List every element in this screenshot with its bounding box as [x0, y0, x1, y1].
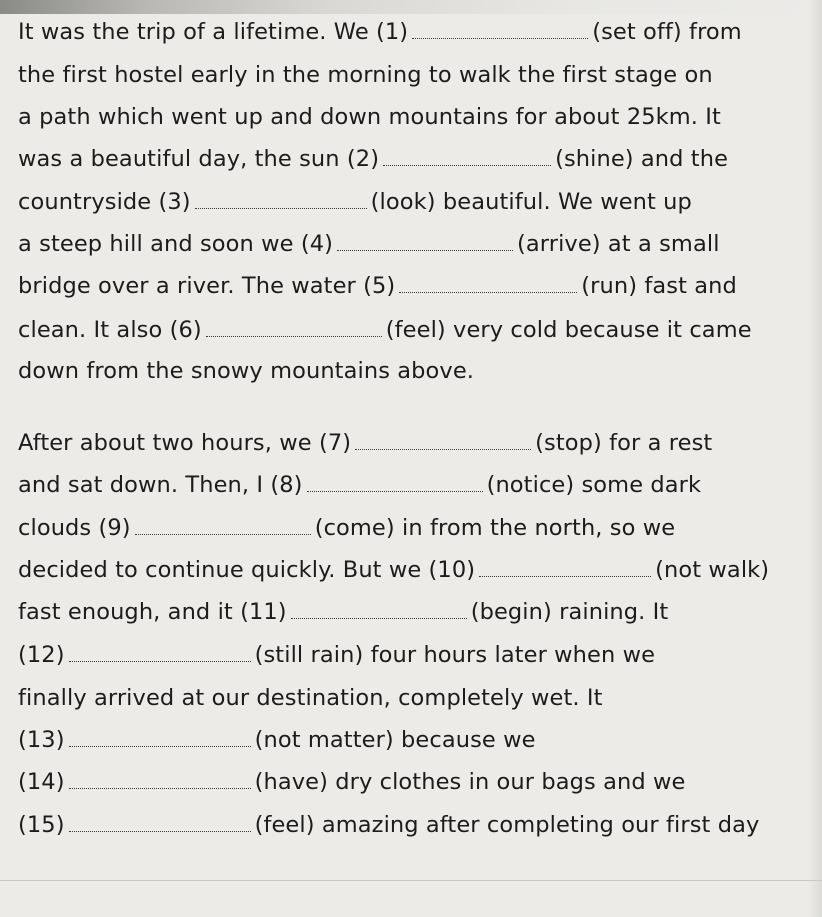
answer-blank-13[interactable] — [69, 745, 251, 747]
answer-blank-8[interactable] — [307, 490, 483, 492]
line-text: (15) — [18, 812, 65, 838]
line-text: finally arrived at our destination, completely wet. It — [18, 685, 603, 711]
answer-blank-5[interactable] — [399, 291, 577, 293]
verb-hint: (begin) raining. It — [470, 599, 669, 625]
answer-blank-6[interactable] — [206, 335, 382, 337]
verb-hint: (feel) very cold because it came — [385, 317, 752, 343]
line-text: down from the snowy mountains above. — [18, 358, 475, 384]
line-text: a steep hill and soon we (4) — [18, 231, 333, 257]
answer-blank-7[interactable] — [355, 448, 531, 450]
page-shadow-edge — [808, 0, 822, 917]
line-text: (12) — [18, 642, 65, 668]
line-19 — [18, 811, 759, 839]
answer-blank-11[interactable] — [291, 617, 467, 619]
line-10 — [18, 429, 712, 457]
line-text: countryside (3) — [18, 189, 191, 215]
answer-blank-10[interactable] — [479, 575, 651, 577]
line-5 — [18, 188, 692, 216]
verb-hint: (stop) for a rest — [535, 430, 713, 456]
line-text: clean. It also (6) — [18, 317, 202, 343]
line-2 — [18, 61, 713, 89]
line-6 — [18, 230, 720, 258]
verb-hint: (set off) from — [592, 19, 742, 45]
line-3 — [18, 103, 721, 131]
verb-hint: (look) beautiful. We went up — [370, 189, 692, 215]
line-text: (14) — [18, 769, 65, 795]
line-9 — [18, 357, 474, 385]
line-13 — [18, 556, 769, 584]
page-bottom-rule — [0, 880, 822, 881]
verb-hint: (come) in from the north, so we — [314, 515, 676, 541]
verb-hint: (not walk) — [655, 557, 770, 583]
line-16 — [18, 684, 603, 712]
answer-blank-12[interactable] — [69, 660, 251, 662]
answer-blank-1[interactable] — [412, 37, 588, 39]
answer-blank-9[interactable] — [135, 533, 311, 535]
torn-page-edge — [0, 0, 822, 14]
line-text: a path which went up and down mountains for about 25km. It — [18, 104, 721, 130]
line-4 — [18, 145, 728, 173]
verb-hint: (not matter) because we — [254, 727, 536, 753]
answer-blank-4[interactable] — [337, 249, 513, 251]
answer-blank-14[interactable] — [69, 787, 251, 789]
line-8 — [18, 316, 752, 344]
line-text: the first hostel early in the morning to walk the first stage on — [18, 62, 713, 88]
line-text: clouds (9) — [18, 515, 131, 541]
verb-hint: (run) fast and — [581, 273, 737, 299]
line-text: (13) — [18, 727, 65, 753]
verb-hint: (feel) amazing after completing our first day — [254, 812, 760, 838]
line-17 — [18, 726, 536, 754]
line-18 — [18, 768, 685, 796]
answer-blank-2[interactable] — [383, 164, 551, 166]
line-14 — [18, 598, 668, 626]
line-text: fast enough, and it (11) — [18, 599, 287, 625]
line-12 — [18, 514, 675, 542]
verb-hint: (notice) some dark — [486, 472, 702, 498]
line-text: After about two hours, we (7) — [18, 430, 352, 456]
line-text: bridge over a river. The water (5) — [18, 273, 396, 299]
verb-hint: (have) dry clothes in our bags and we — [254, 769, 686, 795]
line-7 — [18, 272, 737, 300]
verb-hint: (still rain) four hours later when we — [254, 642, 656, 668]
verb-hint: (shine) and the — [555, 146, 729, 172]
answer-blank-3[interactable] — [195, 207, 367, 209]
line-text: and sat down. Then, I (8) — [18, 472, 303, 498]
answer-blank-15[interactable] — [69, 830, 251, 832]
line-11 — [18, 471, 701, 499]
line-1 — [18, 18, 742, 46]
verb-hint: (arrive) at a small — [517, 231, 720, 257]
line-15 — [18, 641, 655, 669]
line-text: was a beautiful day, the sun (2) — [18, 146, 380, 172]
line-text: It was the trip of a lifetime. We (1) — [18, 19, 409, 45]
line-text: decided to continue quickly. But we (10) — [18, 557, 476, 583]
